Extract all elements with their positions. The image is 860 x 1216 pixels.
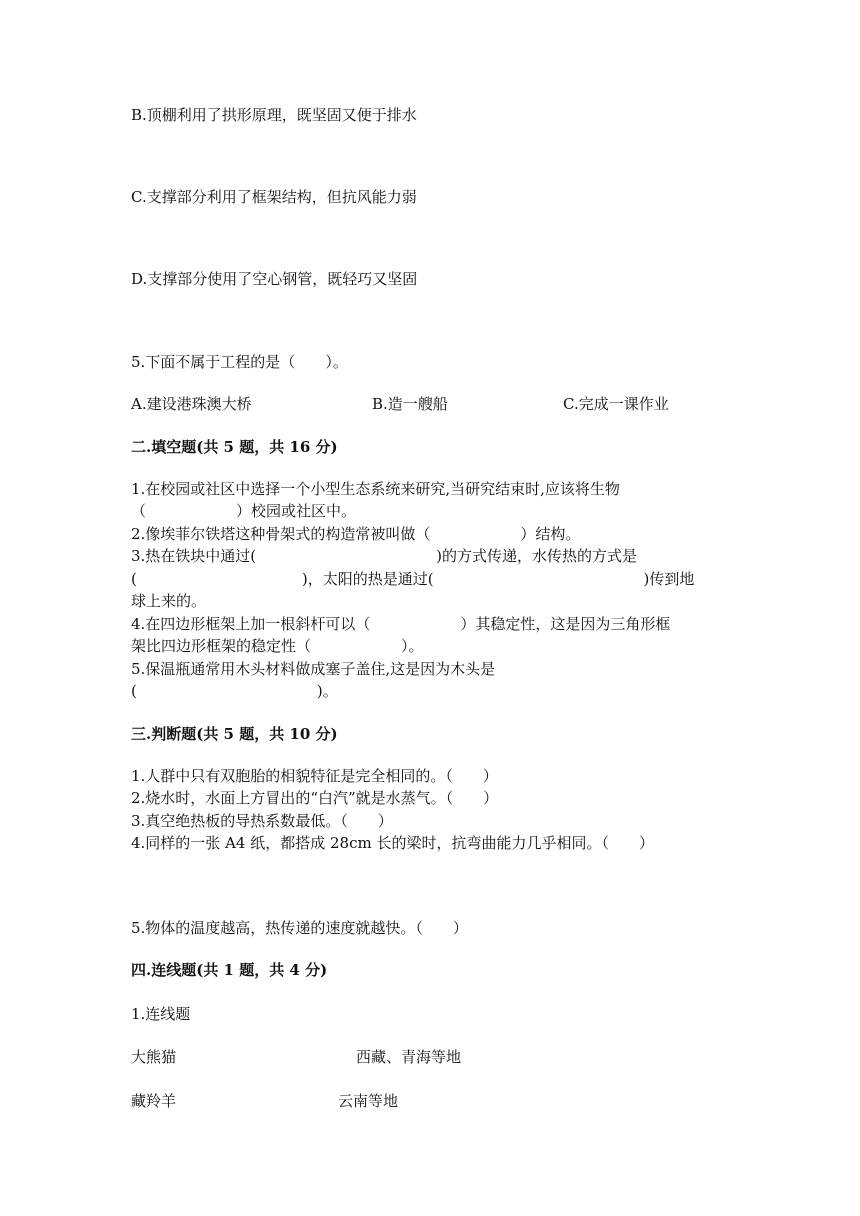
q4-option-d: D.支撑部分使用了空心钢管，既轻巧又坚固 [131,270,418,288]
q5-stem: 5.下面不属于工程的是（ ）。 [131,353,348,371]
fill-q1-line1: 1.在校园或社区中选择一个小型生态系统来研究,当研究结束时,应该将生物 [131,480,620,498]
fill-q4-line2: 架比四边形框架的稳定性（ ）。 [131,637,424,655]
fill-q1-line2: （ ）校园或社区中。 [131,502,357,520]
fill-q3-line3: 球上来的。 [131,592,207,610]
match-right-1: 西藏、青海等地 [356,1048,462,1066]
section4-heading: 四.连线题(共 1 题，共 4 分) [131,961,328,979]
q4-option-b: B.顶棚利用了拱形原理，既坚固又便于排水 [131,106,417,124]
q5-option-c: C.完成一课作业 [563,395,669,413]
match-left-2: 藏羚羊 [131,1092,177,1110]
match-right-2: 云南等地 [338,1092,399,1110]
q5-option-a: A.建设港珠澳大桥 [131,395,252,413]
fill-q4-line1: 4.在四边形框架上加一根斜杆可以（ ）其稳定性，这是因为三角形框 [131,615,671,633]
fill-q5-line1: 5.保温瓶通常用木头材料做成塞子盖住,这是因为木头是 [131,660,496,678]
fill-q3-line2: ( )，太阳的热是通过( )传到地 [131,570,695,588]
q4-option-c: C.支撑部分利用了框架结构，但抗风能力弱 [131,188,417,206]
section3-heading: 三.判断题(共 5 题，共 10 分) [131,725,338,743]
q5-option-b: B.造一艘船 [372,395,448,413]
judge-q1: 1.人群中只有双胞胎的相貌特征是完全相同的。（ ） [131,767,498,785]
fill-q3-line1: 3.热在铁块中通过( )的方式传递，水传热的方式是 [131,547,638,565]
judge-q3: 3.真空绝热板的导热系数最低。（ ） [131,812,393,830]
judge-q5: 5.物体的温度越高，热传递的速度就越快。（ ） [131,919,468,937]
judge-q2: 2.烧水时，水面上方冒出的“白汽”就是水蒸气。（ ） [131,789,499,807]
match-left-1: 大熊猫 [131,1048,177,1066]
section2-heading: 二.填空题(共 5 题，共 16 分) [131,438,338,456]
judge-q4: 4.同样的一张 A4 纸，都搭成 28cm 长的梁时，抗弯曲能力几乎相同。（ ） [131,834,654,852]
fill-q2: 2.像埃菲尔铁塔这种骨架式的构造常被叫做（ ）结构。 [131,525,581,543]
match-q1: 1.连线题 [131,1005,191,1023]
fill-q5-line2: ( )。 [131,682,338,700]
